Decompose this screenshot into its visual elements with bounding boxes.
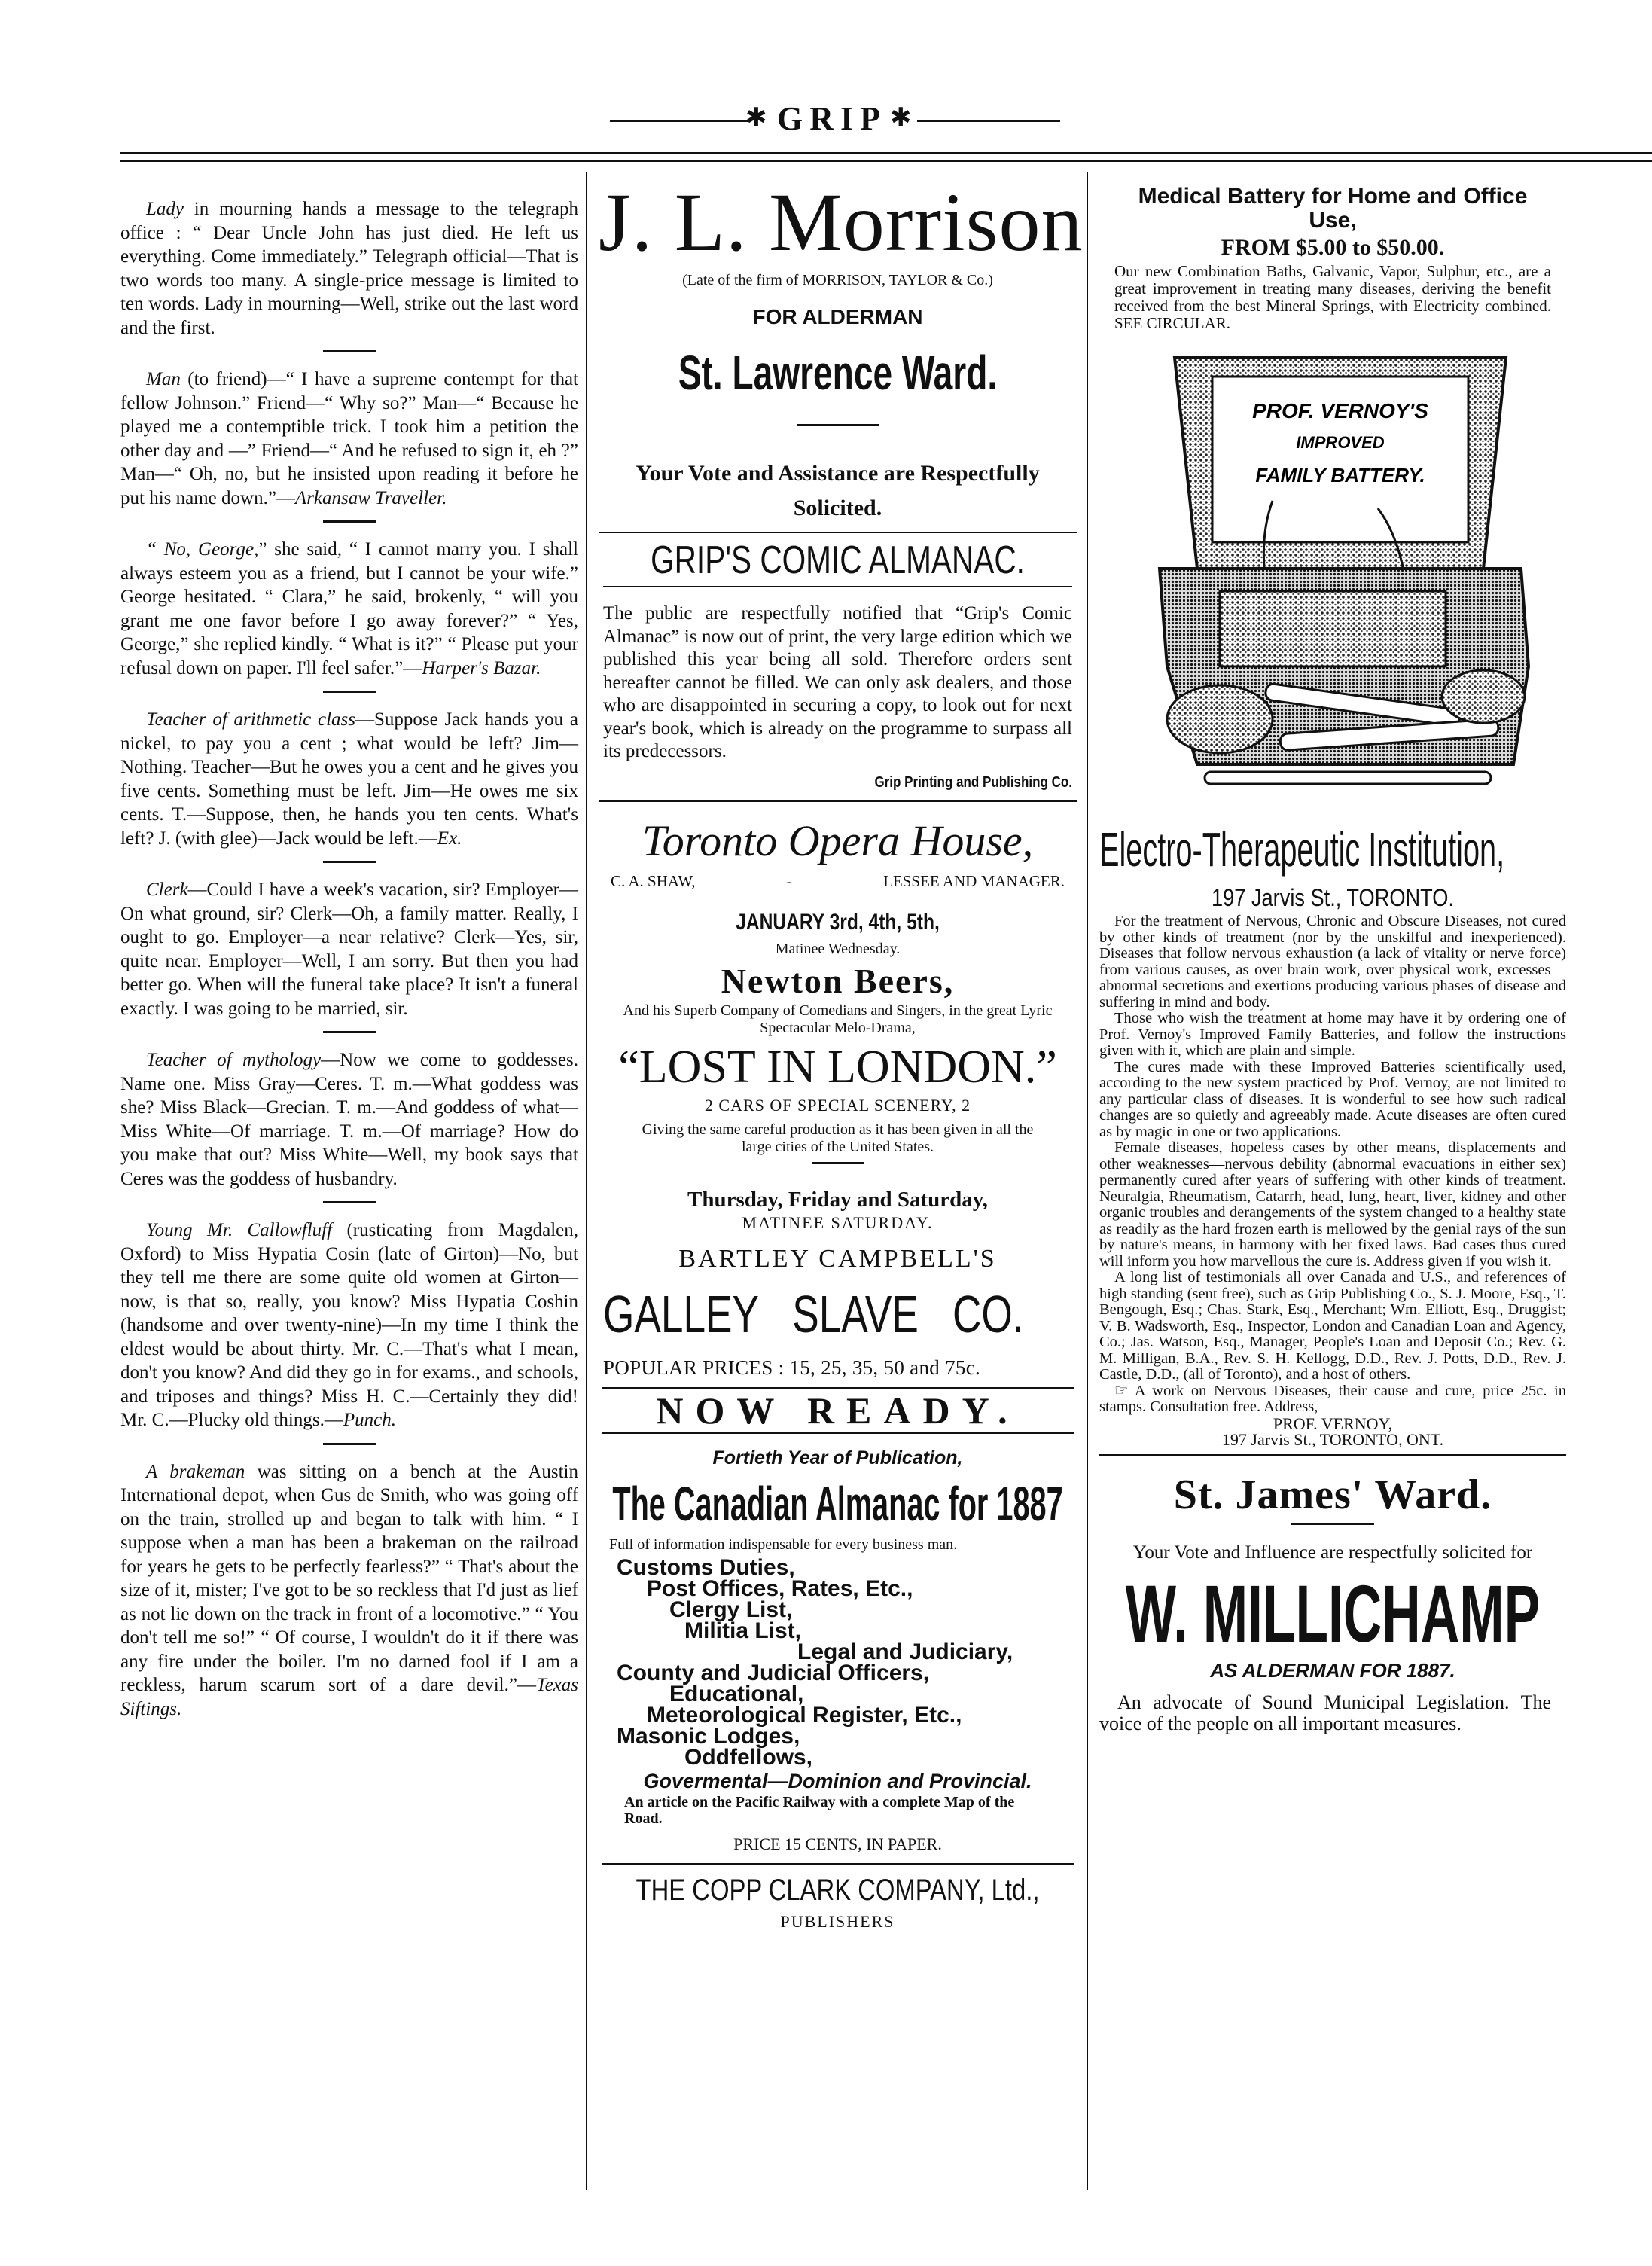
almanac-content-item: Legal and Judiciary, <box>797 1639 1013 1664</box>
separator <box>323 691 376 693</box>
lessee-name: C. A. SHAW, <box>611 871 696 890</box>
opera-company: And his Superb Company of Comedians and Singers, in the great Lyric Spectacular Melo-Drama, <box>623 1002 1053 1036</box>
copp-clark: THE COPP CLARK COMPANY, Ltd., <box>636 1873 1040 1907</box>
right-column <box>1099 185 1566 1734</box>
battery-label-line3: FAMILY BATTERY. <box>1255 464 1425 486</box>
joke-text: (to friend)—“ I have a supreme contempt for that fellow Johnson.” Friend—“ Why so?” Man—“ Because he played me a contemptible trick. I took him a petition the other day and —” Friend—“ And he refused to sign it, eh ?” Man—“ Oh, no, but he insisted upon reading it before he put his name down.”— <box>120 369 578 508</box>
joke-lead: Teacher of mythology <box>146 1050 322 1070</box>
joke-lead: Teacher of arithmetic class <box>146 709 356 730</box>
thursday-line: Thursday, Friday and Saturday, <box>687 1187 988 1212</box>
almanac-content-item: Militia List, <box>684 1618 802 1643</box>
matinee-saturday: MATINEE SATURDAY. <box>742 1212 934 1232</box>
price-in-paper: PRICE 15 CENTS, IN PAPER. <box>733 1834 942 1853</box>
battery-text: Our new Combination Baths, Galvanic, Vapor, Sulphur, etc., are a great improvement in treating many diseases, deriving the benefit received from the best Mineral Springs, with Electricity combined. SEE CIRCULAR. <box>1114 262 1551 332</box>
star-icon: ✱ <box>890 104 912 132</box>
institution-title: Electro-Therapeutic Institution, <box>1099 822 1505 877</box>
joke-text: (rusticating from Magdalen, Oxford) to Miss Hypatia Cosin (late of Girton)—No, but they tell me there are some quite old women at Girton—now, is that so, really, you know? Miss Hypatia Coshin (handsome and over twenty-nine)—In my time I think the eldest would be about thirty. Mr. C.—That's what I mean, don't you know? And did they go in for exams., and schools, and triposes and things? Miss H. C.—Certainly they did! Mr. C.—Plucky old things.— <box>120 1220 578 1430</box>
separator <box>323 1443 376 1445</box>
governmental: Govermental—Dominion and Provincial. <box>643 1769 1032 1792</box>
joke-text: ” she said, “ I cannot marry you. I shall always esteem you as a friend, but I cannot be your wife.” George hesitated. “ Clara,” he said, brokenly, “ will you grant me one favor before I go away forever?” “ Yes, George,” she replied kindly. “ What is it?” “ Please put your refusal down on paper. I'll feel safer.”— <box>120 539 578 679</box>
joke-paragraph <box>120 368 578 510</box>
institution-p2: Those who wish the treatment at home may have it by ordering one of Prof. Vernoy's Improved Family Batteries, and follow the instructions given with it, which are plain and simple. <box>1099 1010 1566 1059</box>
for-alderman: FOR ALDERMAN <box>752 305 923 328</box>
almanac-content-item: County and Judicial Officers, <box>617 1660 930 1685</box>
comic-almanac-title: GRIP'S COMIC ALMANAC. <box>651 538 1025 582</box>
family-battery-box-image <box>1152 343 1544 810</box>
dash: - <box>786 871 792 890</box>
comic-almanac-notice <box>599 536 1077 794</box>
joke-lead: Clerk <box>146 880 188 900</box>
lessee-role: LESSEE AND MANAGER. <box>883 871 1065 890</box>
joke-lead: Young Mr. Callowfluff <box>146 1220 333 1240</box>
joke-source: Texas Siftings. <box>120 1675 578 1719</box>
joke-text: was sitting on a bench at the Austin International depot, when Gus de Smith, who was going off on the train, strolled up and began to talk with him. “ I suppose when a man has been a brakeman on the railroad for years he gets to be perfectly fearless?” “ That's about the size of it, mister; I've got to be so reckless that I'd just as lief as not lie down on the track in front of a locomotive.” “ You don't tell me so!” “ Of course, I wouldn't do it if there was any fire under the boiler. I'm no darned fool if I am a reckless, harum scarum sort of a dare devil.”— <box>120 1461 579 1695</box>
joke-paragraph <box>120 197 578 340</box>
joke-paragraph <box>120 1460 578 1722</box>
joke-paragraph <box>120 1048 578 1191</box>
jokes-list <box>120 197 578 1721</box>
fortieth-year: Fortieth Year of Publication, <box>712 1447 963 1468</box>
popular-prices: POPULAR PRICES : 15, 25, 35, 50 and 75c. <box>603 1356 981 1379</box>
left-column <box>120 197 578 1721</box>
joke-lead: A brakeman <box>146 1461 245 1482</box>
battery-illustration <box>1152 343 1544 810</box>
institution-address: 197 Jarvis St., TORONTO. <box>1212 884 1454 911</box>
comic-almanac-text: The public are respectfully notified that “Grip's Comic Almanac” is now out of print, the very large edition which we published this year being all sold. Therefore orders sent hereafter cannot be filled. We can only ask dealers, and those who are disappointed in securing a copy, to look out for next year's book, which is already on the programme to surpass all its predecessors. <box>603 603 1072 761</box>
page-header-title: GRIP <box>777 100 887 137</box>
separator <box>323 861 376 863</box>
column-rule <box>586 172 587 2190</box>
joke-text: —Now we come to goddesses. Name one. Miss Gray—Ceres. T. m.—What goddess was she? Miss Black—Grecian. T. m.—And goddess of what—Miss White—Of marriage. T. m.—Of marriage? How do you make that out? Miss White—Well, my book says that Ceres was the goddess of husbandry. <box>120 1050 578 1189</box>
opera-dates: JANUARY 3rd, 4th, 5th, <box>736 909 940 935</box>
joke-lead: Lady <box>146 199 184 219</box>
joke-source: Harper's Bazar. <box>422 657 541 679</box>
joke-paragraph <box>120 878 578 1020</box>
joke-paragraph <box>120 1218 578 1432</box>
institution-p3: The cures made with these Improved Batteries scientifically used, according to the new system practiced by Prof. Vernoy, are not limited to any particular class of diseases. It is wonderful to see how such radical changes are so quietly and agreeably made. Acute diseases are often cured as by magic in one or two applications. <box>1099 1058 1566 1140</box>
joke-paragraph <box>120 538 578 680</box>
lost-in-london: “LOST IN LONDON.” <box>618 1041 1057 1093</box>
morrison-ad <box>599 176 1084 526</box>
matinee-wednesday: Matinee Wednesday. <box>775 940 901 957</box>
joke-source: Ex. <box>437 828 462 849</box>
now-ready-title: NOW READY. <box>656 1389 1020 1432</box>
almanac-content-item: Post Offices, Rates, Etc., <box>647 1575 913 1601</box>
grip-printing-sign: Grip Printing and Publishing Co. <box>874 773 1072 791</box>
almanac-contents <box>602 1554 1074 1770</box>
st-james-vote: Your Vote and Influence are respectfully solicited for <box>1132 1542 1533 1563</box>
galley-slave: GALLEY SLAVE CO. <box>603 1284 1024 1343</box>
battery-label-line2: IMPROVED <box>1296 433 1385 452</box>
battery-title: Medical Battery for Home and Office Use, <box>1138 184 1528 233</box>
st-lawrence-ward: St. Lawrence Ward. <box>678 346 998 400</box>
separator <box>323 1201 376 1203</box>
vernoy-signature-name: PROF. VERNOY, <box>1273 1414 1393 1433</box>
alderman-1887: AS ALDERMAN FOR 1887. <box>1210 1658 1455 1682</box>
joke-paragraph <box>120 708 578 850</box>
special-scenery: 2 CARS OF SPECIAL SCENERY, 2 <box>704 1095 971 1115</box>
st-james-ward: St. James' Ward. <box>1173 1471 1492 1518</box>
separator <box>323 520 376 523</box>
almanac-content-item: Customs Duties, <box>617 1554 795 1580</box>
almanac-content-item: Clergy List, <box>669 1597 793 1622</box>
almanac-content-item: Educational, <box>669 1681 804 1706</box>
column-rule <box>1087 172 1088 2190</box>
header-rule-top <box>120 152 1652 154</box>
morrison-late: (Late of the firm of MORRISON, TAYLOR & Co.) <box>682 272 993 288</box>
morrison-name: J. L. Morrison <box>599 176 1084 268</box>
battery-label-line1: PROF. VERNOY'S <box>1252 399 1428 422</box>
millichamp-advocate: An advocate of Sound Municipal Legislation. The voice of the people on all important measures. <box>1099 1691 1551 1734</box>
joke-source: Punch. <box>343 1410 396 1430</box>
almanac-content-item: Masonic Lodges, <box>617 1723 800 1749</box>
joke-text: —Could I have a week's vacation, sir? Employer—On what ground, sir? Clerk—Oh, a family matter. Really, I ought to go. Employer—a near relative? Clerk—Yes, sir, quite near. Employer—Well, I am sorry. But then you had better go. When will the funeral take place? It isn't a funeral exactly. I was going to be married, sir. <box>120 880 578 1019</box>
opera-house-title: Toronto Opera House, <box>642 816 1034 865</box>
joke-text: —Suppose Jack hands you a nickel, to pay you a cent ; what would be left? Jim—Nothing. Teacher—But he owes you a cent and he gives you five cents. Something must be left. Jim—He owes me six cents. T.—Suppose, then, he hands you ten cents. What's left? J. (with glee)—Jack would be left.— <box>120 709 578 849</box>
opera-giving: Giving the same careful production as it has been given in all the large cities of the United States. <box>642 1121 1034 1155</box>
masthead <box>0 102 1652 139</box>
publishers: PUBLISHERS <box>780 1911 895 1931</box>
institution-p4: Female diseases, hopeless cases by other means, displacements and other weaknesses—nervous debility (abnormal evacuations in either sex) permanently cured after years of suffering with other kinds of treatment. Neuralgia, Rheumatism, Catarrh, head, lung, heart, liver, kidney and other organic troubles and derangements of the system changed to a healthy state as readily as the hard frozen earth is mellowed by the genial rays of the sun by nature's means, in harmony with her fixed laws. Bad cases thus cured will inform you how marvellous the cure is. Address given if you wish it. <box>1099 1139 1566 1270</box>
separator <box>323 1031 376 1033</box>
millichamp-name: W. MILLICHAMP <box>1125 1567 1541 1659</box>
lessee-line <box>603 870 1072 892</box>
institution-p1: For the treatment of Nervous, Chronic and Obscure Diseases, not cured by other kinds of treatment (nor by the unskilful and inexperienced). Diseases that follow nervous exhaustion (a lack of vitality or nerve force) from various causes, as over brain work, over physical work, excesses—abnormal secretions and exertions producing various phases of disease and suffering in mind and body. <box>1099 913 1566 1011</box>
bartley-campbell: BARTLEY CAMPBELL'S <box>678 1244 997 1273</box>
morrison-vote: Your Vote and Assistance are Respectfully Solicited. <box>636 461 1040 520</box>
full-of-information: Full of information indispensable for every business man. <box>609 1536 958 1553</box>
middle-column <box>599 176 1084 1933</box>
joke-lead: Man <box>146 369 181 389</box>
newton-beers: Newton Beers, <box>721 961 955 1000</box>
institution-body <box>1099 913 1566 1448</box>
institution-p5: A long list of testimonials all over Canada and U.S., and references of high standing (sent free), such as Grip Publishing Co., S. J. Moore, Esq., T. Bengough, Esq.; Chas. Stark, Esq., Merchant; Wm. Elliott, Esq., Druggist; V. B. Wadsworth, Esq., Inspector, London and Canadian Loan and Agency, Co.; Jas. Watson, Esq., Manager, People's Loan and Deposit Co.; Rev. G. M. Milligan, B.A., Rev. S. H. Kellogg, D.D., Rev. J. Potts, D.D., Rev. J. Castle, D.D., (all of Toronto), and a host of others. <box>1099 1269 1566 1383</box>
header-rule-bottom <box>120 160 1652 162</box>
battery-price: FROM $5.00 to $50.00. <box>1221 235 1445 260</box>
almanac-content-item: Meteorological Register, Etc., <box>647 1702 962 1728</box>
vernoy-signature-address: 197 Jarvis St., TORONTO, ONT. <box>1221 1430 1444 1449</box>
separator <box>323 350 376 352</box>
almanac-content-item: Oddfellows, <box>684 1744 813 1770</box>
pacific-railway: An article on the Pacific Railway with a complete Map of the Road. <box>624 1793 1015 1827</box>
joke-text: in mourning hands a message to the telegraph office : “ Dear Uncle John has just died. He left us everything. Come immediately.” Telegraph official—That is two words too many. A single-price message is limited to ten words. Lady in mourning—Well, strike out the last word and the first. <box>120 199 578 338</box>
joke-source: Arkansaw Traveller. <box>294 487 447 508</box>
now-ready-ad <box>599 1387 1077 1933</box>
star-icon: ✱ <box>745 104 767 132</box>
canadian-almanac-title: The Canadian Almanac for 1887 <box>612 1476 1063 1531</box>
opera-house-ad <box>599 813 1077 1383</box>
joke-lead: “ No, George, <box>146 539 259 560</box>
institution-p6: ☞ A work on Nervous Diseases, their cause and cure, price 25c. in stamps. Consultation free. Address, <box>1099 1382 1566 1415</box>
